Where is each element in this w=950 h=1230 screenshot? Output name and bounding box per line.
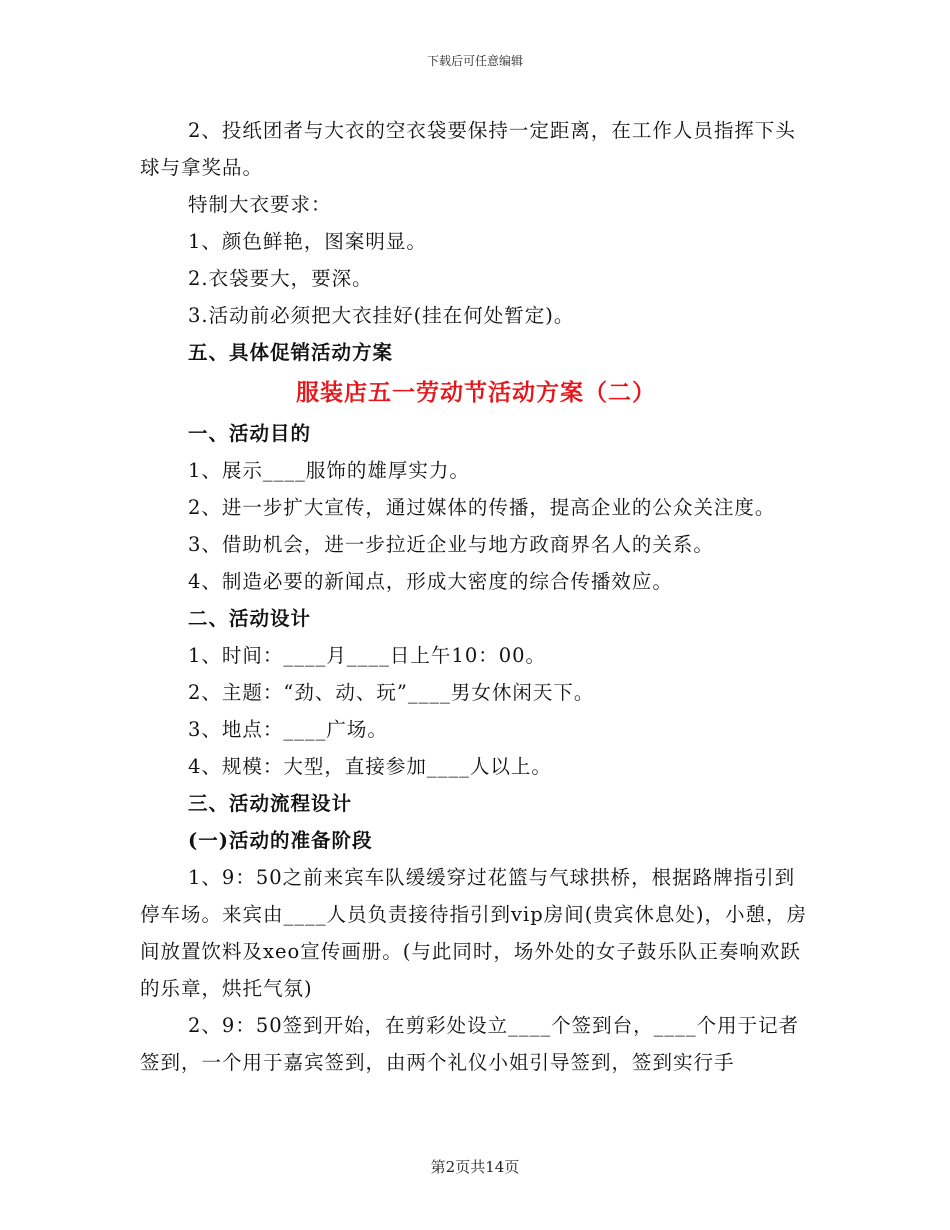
section-heading: 二、活动设计 — [188, 607, 312, 630]
section-after-title — [140, 415, 812, 1081]
paragraph: 3.活动前必须把大衣挂好(挂在何处暂定)。 — [188, 304, 575, 327]
page-header: 下载后可任意编辑 — [426, 54, 523, 68]
paragraph: 2.衣袋要大，要深。 — [188, 267, 373, 290]
paragraph: 2、主题：“劲、动、玩”____男女休闲天下。 — [188, 681, 595, 704]
paragraph: 4、制造必要的新闻点，形成大密度的综合传播效应。 — [188, 570, 673, 593]
paragraph: 1、颜色鲜艳，图案明显。 — [188, 230, 427, 253]
section-before-title — [140, 112, 812, 371]
paragraph: 2、进一步扩大宣传，通过媒体的传播，提高企业的公众关注度。 — [188, 496, 776, 519]
paragraph: 2、投纸团者与大衣的空衣袋要保持一定距离，在工作人员指挥下头球与拿奖品。 — [140, 119, 796, 179]
paragraph: 1、展示____服饰的雄厚实力。 — [188, 459, 470, 482]
paragraph: 4、规模：大型，直接参加____人以上。 — [188, 755, 552, 778]
paragraph: 特制大衣要求： — [188, 193, 332, 216]
section-heading: (一)活动的准备阶段 — [188, 829, 373, 852]
document-body — [140, 112, 812, 1081]
paragraph: 3、地点：____广场。 — [188, 718, 388, 741]
paragraph: 1、时间：____月____日上午10：00。 — [188, 644, 547, 667]
document-title: 服装店五一劳动节活动方案（二） — [296, 379, 656, 406]
paragraph: 1、9：50之前来宾车队缓缓穿过花篮与气球拱桥，根据路牌指引到停车场。来宾由____人员负责接待指引到vip房间(贵宾休息处)，小憩，房间放置饮料及xeo宣传画册。(与此同时，场外处的女子鼓乐队正奏响欢跃的乐章，烘托气氛) — [140, 866, 807, 1000]
paragraph: 3、借助机会，进一步拉近企业与地方政商界名人的关系。 — [188, 533, 714, 556]
section-heading: 五、具体促销活动方案 — [188, 341, 394, 364]
section-heading: 一、活动目的 — [188, 422, 312, 445]
section-heading: 三、活动流程设计 — [188, 792, 353, 815]
page-footer: 第2页共14页 — [430, 1158, 520, 1176]
paragraph: 2、9：50签到开始，在剪彩处设立____个签到台，____个用于记者签到，一个用于嘉宾签到，由两个礼仪小姐引导签到，签到实行手 — [140, 1014, 800, 1074]
